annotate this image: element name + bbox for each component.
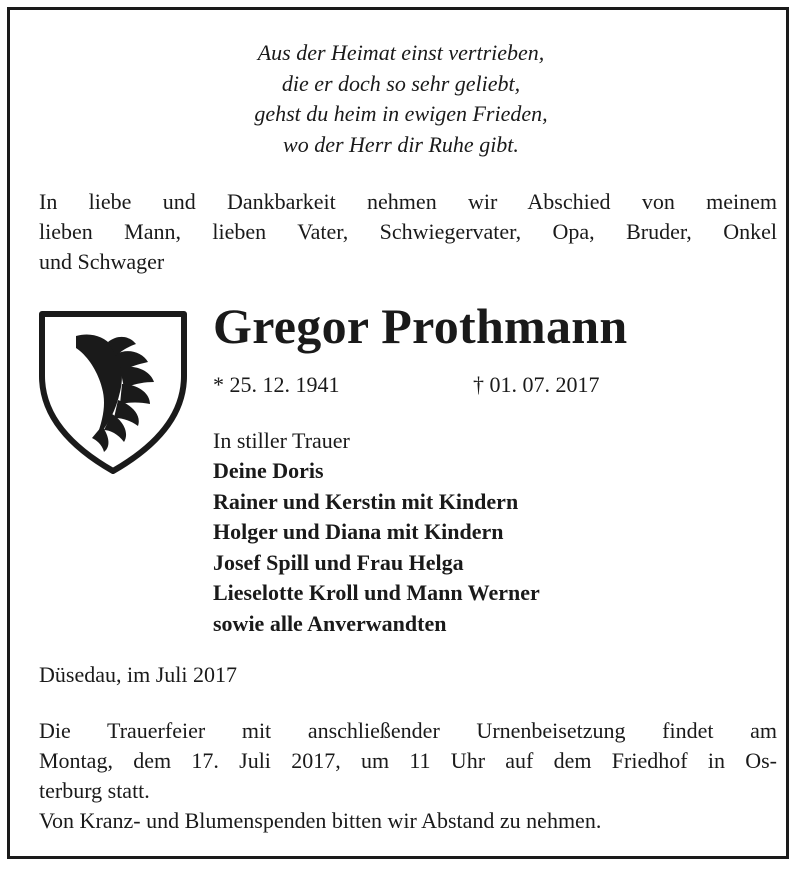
notice-line: Montag, dem 17. Juli 2017, um 11 Uhr auf dem Friedhof in Os- <box>39 748 777 773</box>
poem-line: wo der Herr dir Ruhe gibt. <box>283 131 519 157</box>
poem-line: Aus der Heimat einst vertrieben, <box>257 40 545 65</box>
coat-of-arms-eagle-wing-icon <box>38 306 188 476</box>
intro-paragraph <box>39 187 777 277</box>
intro-line: In liebe und Dankbarkeit nehmen wir Abschied von meinem <box>39 189 777 214</box>
poem-line: gehst du heim in ewigen Frieden, <box>254 101 548 126</box>
mourners-list <box>213 456 540 639</box>
mourner-name: Holger und Diana mit Kindern <box>213 519 504 544</box>
notice-line: Die Trauerfeier mit anschließender Urnenbeisetzung findet am <box>39 718 777 743</box>
poem-line: die er doch so sehr geliebt, <box>281 70 521 96</box>
obituary-frame <box>7 7 789 859</box>
mourner-name: Rainer und Kerstin mit Kindern <box>213 488 519 514</box>
poem <box>10 38 792 160</box>
mourner-name: Josef Spill und Frau Helga <box>213 549 464 575</box>
mourning-label: In stiller Trauer <box>213 428 350 453</box>
mourner-name: Lieselotte Kroll und Mann Werner <box>213 580 540 605</box>
place-date: Düsedau, im Juli 2017 <box>39 662 237 687</box>
mourner-name: Deine Doris <box>213 458 324 483</box>
birth-date: * 25. 12. 1941 <box>213 372 340 397</box>
death-date: † 01. 07. 2017 <box>473 372 600 397</box>
intro-line: und Schwager <box>39 249 165 274</box>
notice-line: Von Kranz- und Blumenspenden bitten wir Abstand zu nehmen. <box>39 808 602 833</box>
mourner-name: sowie alle Anverwandten <box>213 610 447 636</box>
funeral-notice <box>39 716 777 836</box>
deceased-name: Gregor Prothmann <box>213 298 628 354</box>
intro-line: lieben Mann, lieben Vater, Schwiegervater, Opa, Bruder, Onkel <box>39 219 777 244</box>
notice-line: terburg statt. <box>39 778 150 803</box>
